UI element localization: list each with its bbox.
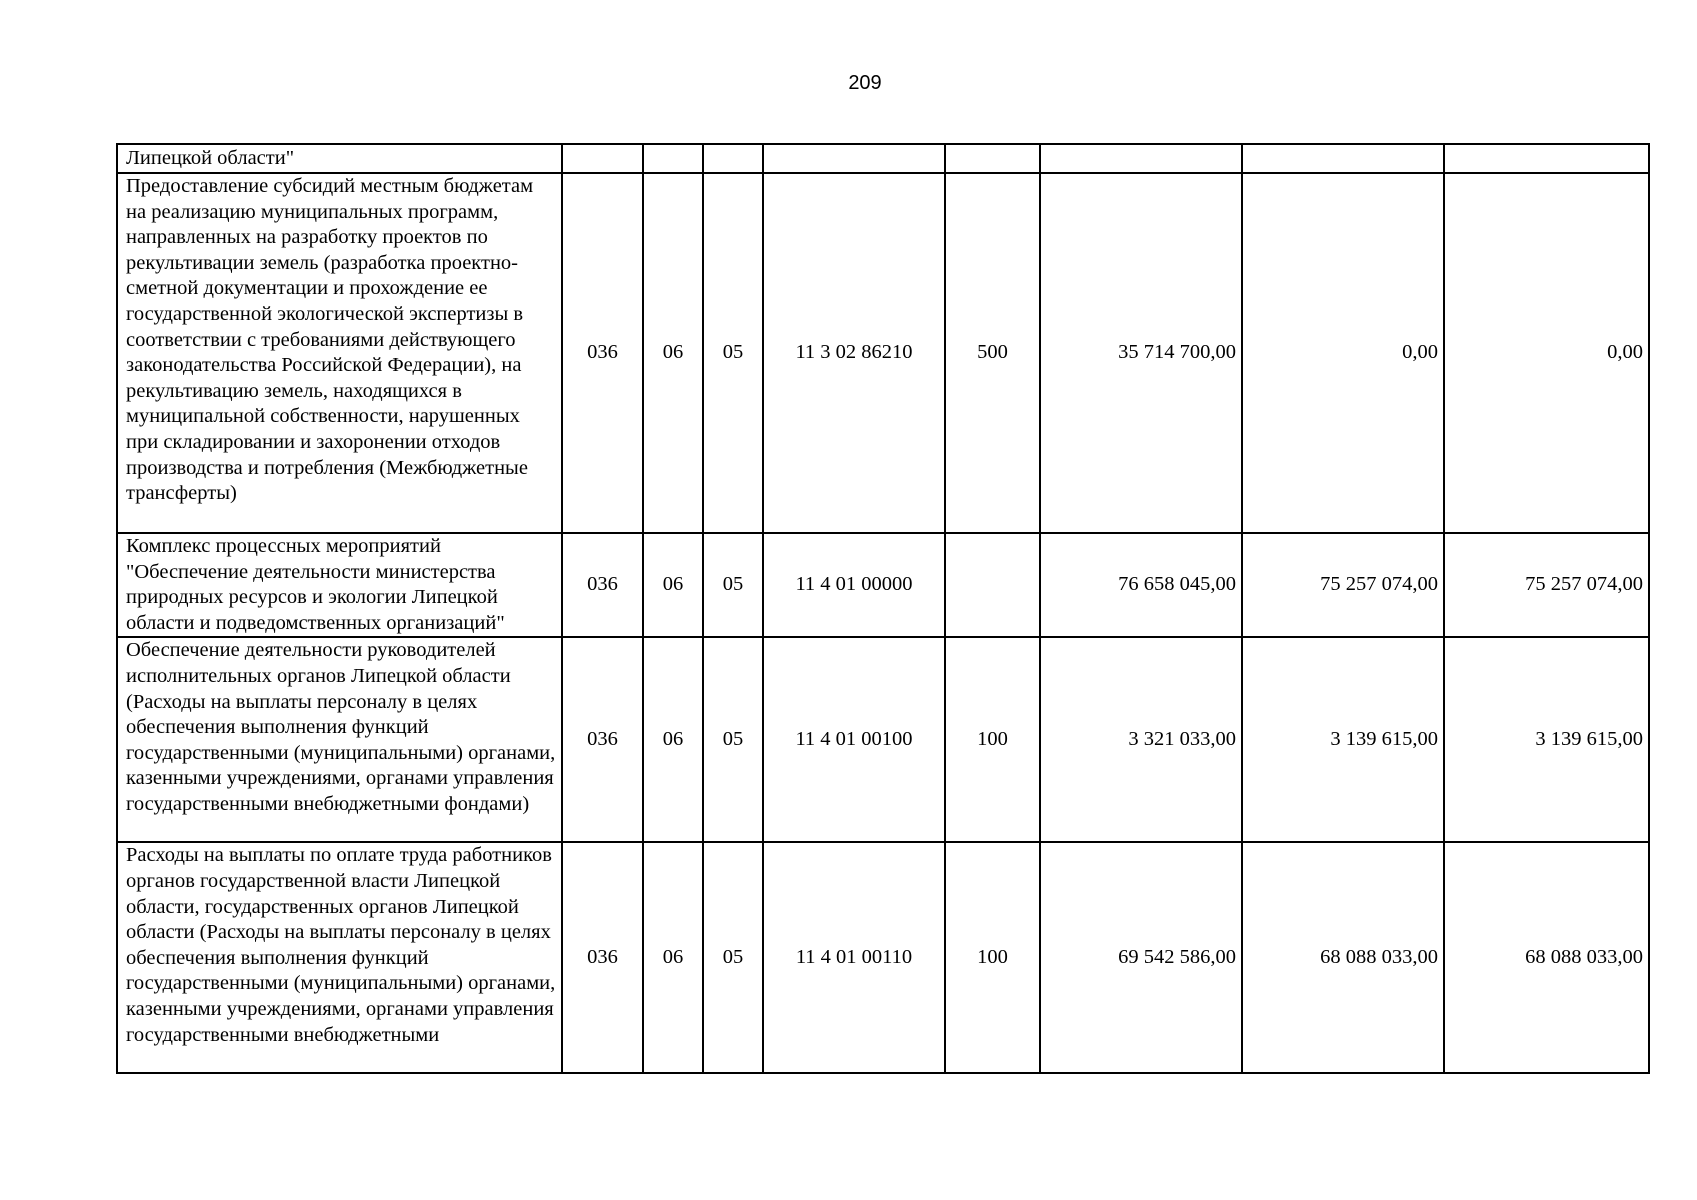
row-name: Расходы на выплаты по оплате труда работников органов государственной власти Липецкой области, государственных органов Липецкой области (Расходы на выплаты персоналу в целях обеспечения выполнения функций государственными (муниципальными) органами, казенными учреждениями, органами управления государственными внебюджетными xyxy=(117,842,562,1073)
row-sum-3: 0,00 xyxy=(1444,173,1649,533)
row-sum-3: 3 139 615,00 xyxy=(1444,637,1649,842)
row-pr xyxy=(703,144,763,173)
row-vr xyxy=(945,144,1040,173)
row-rz: 06 xyxy=(643,637,703,842)
row-csr: 11 4 01 00110 xyxy=(763,842,945,1073)
row-sum-2: 0,00 xyxy=(1242,173,1444,533)
row-sum-1: 76 658 045,00 xyxy=(1040,533,1242,637)
row-pr: 05 xyxy=(703,173,763,533)
table-row xyxy=(117,533,1649,637)
row-sum-3: 68 088 033,00 xyxy=(1444,842,1649,1073)
row-rz: 06 xyxy=(643,533,703,637)
row-vr xyxy=(945,533,1040,637)
row-rz xyxy=(643,144,703,173)
table-row xyxy=(117,144,1649,173)
row-csr: 11 4 01 00100 xyxy=(763,637,945,842)
table-row xyxy=(117,637,1649,842)
row-csr: 11 3 02 86210 xyxy=(763,173,945,533)
page-number: 209 xyxy=(848,72,882,94)
table-row xyxy=(117,842,1649,1073)
row-sum-1: 69 542 586,00 xyxy=(1040,842,1242,1073)
row-vr: 100 xyxy=(945,637,1040,842)
budget-table xyxy=(116,143,1650,1074)
row-csr: 11 4 01 00000 xyxy=(763,533,945,637)
row-sum-2: 75 257 074,00 xyxy=(1242,533,1444,637)
row-sum-2: 3 139 615,00 xyxy=(1242,637,1444,842)
table-row xyxy=(117,173,1649,533)
row-gr xyxy=(562,144,643,173)
row-sum-1 xyxy=(1040,144,1242,173)
row-sum-2 xyxy=(1242,144,1444,173)
row-csr xyxy=(763,144,945,173)
row-sum-3: 75 257 074,00 xyxy=(1444,533,1649,637)
row-rz: 06 xyxy=(643,173,703,533)
row-gr: 036 xyxy=(562,173,643,533)
row-sum-2: 68 088 033,00 xyxy=(1242,842,1444,1073)
row-name: Липецкой области" xyxy=(117,144,562,173)
row-vr: 500 xyxy=(945,173,1040,533)
row-sum-1: 35 714 700,00 xyxy=(1040,173,1242,533)
row-pr: 05 xyxy=(703,533,763,637)
row-pr: 05 xyxy=(703,842,763,1073)
row-sum-3 xyxy=(1444,144,1649,173)
row-gr: 036 xyxy=(562,842,643,1073)
row-sum-1: 3 321 033,00 xyxy=(1040,637,1242,842)
row-pr: 05 xyxy=(703,637,763,842)
row-name: Обеспечение деятельности руководителей исполнительных органов Липецкой области (Расходы на выплаты персоналу в целях обеспечения выполнения функций государственными (муниципальными) органами, казенными учреждениями, органами управления государственными внебюджетными фондами) xyxy=(117,637,562,842)
row-gr: 036 xyxy=(562,533,643,637)
row-rz: 06 xyxy=(643,842,703,1073)
row-name: Предоставление субсидий местным бюджетам на реализацию муниципальных программ, направленных на разработку проектов по рекультивации земель (разработка проектно-сметной документации и прохождение ее государственной экологической экспертизы в соответствии с требованиями действующего законодательства Российской Федерации), на рекультивацию земель, находящихся в муниципальной собственности, нарушенных при складировании и захоронении отходов производства и потребления (Межбюджетные трансферты) xyxy=(117,173,562,533)
row-vr: 100 xyxy=(945,842,1040,1073)
row-name: Комплекс процессных мероприятий "Обеспечение деятельности министерства природных ресурсов и экологии Липецкой области и подведомственных организаций" xyxy=(117,533,562,637)
row-gr: 036 xyxy=(562,637,643,842)
